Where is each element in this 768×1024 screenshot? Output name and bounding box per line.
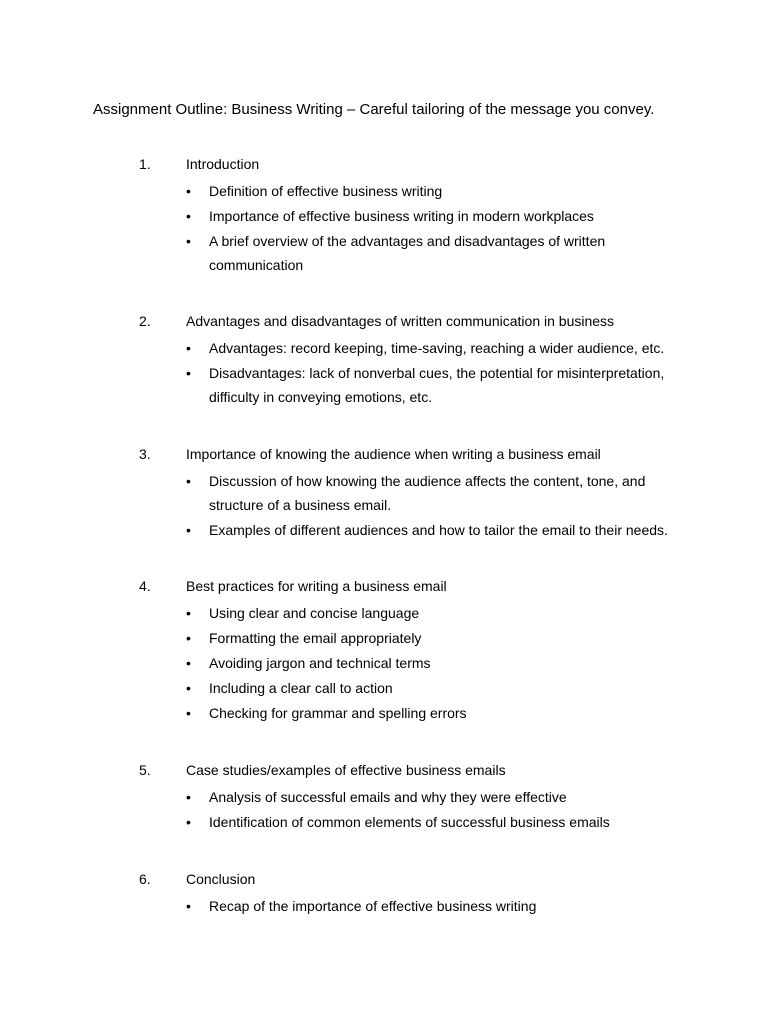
bullet-list <box>186 602 686 727</box>
bullet-item <box>186 230 649 277</box>
bullet-item <box>186 786 686 810</box>
section-number: 6. <box>139 871 151 887</box>
bullet-glyph: • <box>186 365 191 381</box>
bullet-item <box>186 627 686 651</box>
document-title: Assignment Outline: Business Writing – Careful tailoring of the message you convey. <box>93 101 655 118</box>
bullet-list <box>186 895 686 920</box>
bullet-glyph: • <box>186 340 191 356</box>
bullet-item <box>186 362 704 409</box>
bullet-item <box>186 811 686 835</box>
bullet-item <box>186 677 686 701</box>
bullet-list <box>186 180 686 279</box>
bullet-text: Examples of different audiences and how to tailor the email to their needs. <box>209 521 668 538</box>
section-number: 3. <box>139 446 151 462</box>
section-heading: Importance of knowing the audience when writing a business email <box>186 446 601 462</box>
bullet-text: Recap of the importance of effective business writing <box>209 898 537 914</box>
bullet-text: Importance of effective business writing in modern workplaces <box>209 208 594 224</box>
bullet-glyph: • <box>186 814 191 830</box>
bullet-text: Checking for grammar and spelling errors <box>209 705 467 721</box>
bullet-text: Advantages: record keeping, time-saving, reaching a wider audience, etc. <box>209 340 665 356</box>
bullet-text: Disadvantages: lack of nonverbal cues, the potential for misinterpretation, difficulty in conveying emotions, etc. <box>209 365 665 405</box>
section-number: 2. <box>139 313 151 329</box>
section-heading: Introduction <box>186 156 260 172</box>
bullet-text: Using clear and concise language <box>209 605 420 621</box>
bullet-list <box>186 470 686 544</box>
section-number: 1. <box>139 156 151 172</box>
bullet-glyph: • <box>186 605 191 621</box>
bullet-glyph: • <box>186 208 191 224</box>
section-heading: Advantages and disadvantages of written communication in business <box>186 313 615 329</box>
bullet-list <box>186 337 686 411</box>
section-heading: Conclusion <box>186 871 256 887</box>
bullet-text: Avoiding jargon and technical terms <box>209 655 431 671</box>
bullet-text: Including a clear call to action <box>209 680 393 696</box>
bullet-text: Definition of effective business writing <box>209 183 443 199</box>
bullet-glyph: • <box>186 789 191 805</box>
section-heading: Best practices for writing a business email <box>186 578 447 594</box>
bullet-glyph: • <box>186 233 191 249</box>
bullet-item <box>186 602 686 626</box>
bullet-list <box>186 786 686 836</box>
bullet-item <box>186 519 729 543</box>
bullet-text: A brief overview of the advantages and disadvantages of written communication <box>209 233 606 273</box>
bullet-glyph: • <box>186 680 191 696</box>
bullet-item <box>186 470 684 517</box>
section-heading: Case studies/examples of effective business emails <box>186 762 506 778</box>
bullet-text: Identification of common elements of successful business emails <box>209 814 610 830</box>
bullet-text: Discussion of how knowing the audience affects the content, tone, and structure of a business email. <box>209 473 646 513</box>
bullet-glyph: • <box>186 183 191 199</box>
bullet-glyph: • <box>186 473 191 489</box>
bullet-glyph: • <box>186 655 191 671</box>
bullet-item <box>186 895 686 919</box>
bullet-text: Formatting the email appropriately <box>209 630 422 646</box>
bullet-item <box>186 205 686 229</box>
bullet-glyph: • <box>186 630 191 646</box>
bullet-item <box>186 702 686 726</box>
bullet-glyph: • <box>186 521 191 538</box>
section-number: 4. <box>139 578 151 594</box>
bullet-glyph: • <box>186 705 191 721</box>
bullet-item <box>186 180 686 204</box>
bullet-text: Analysis of successful emails and why they were effective <box>209 789 567 805</box>
bullet-glyph: • <box>186 898 191 914</box>
bullet-item <box>186 652 686 676</box>
section-number: 5. <box>139 762 151 778</box>
bullet-item <box>186 337 686 361</box>
